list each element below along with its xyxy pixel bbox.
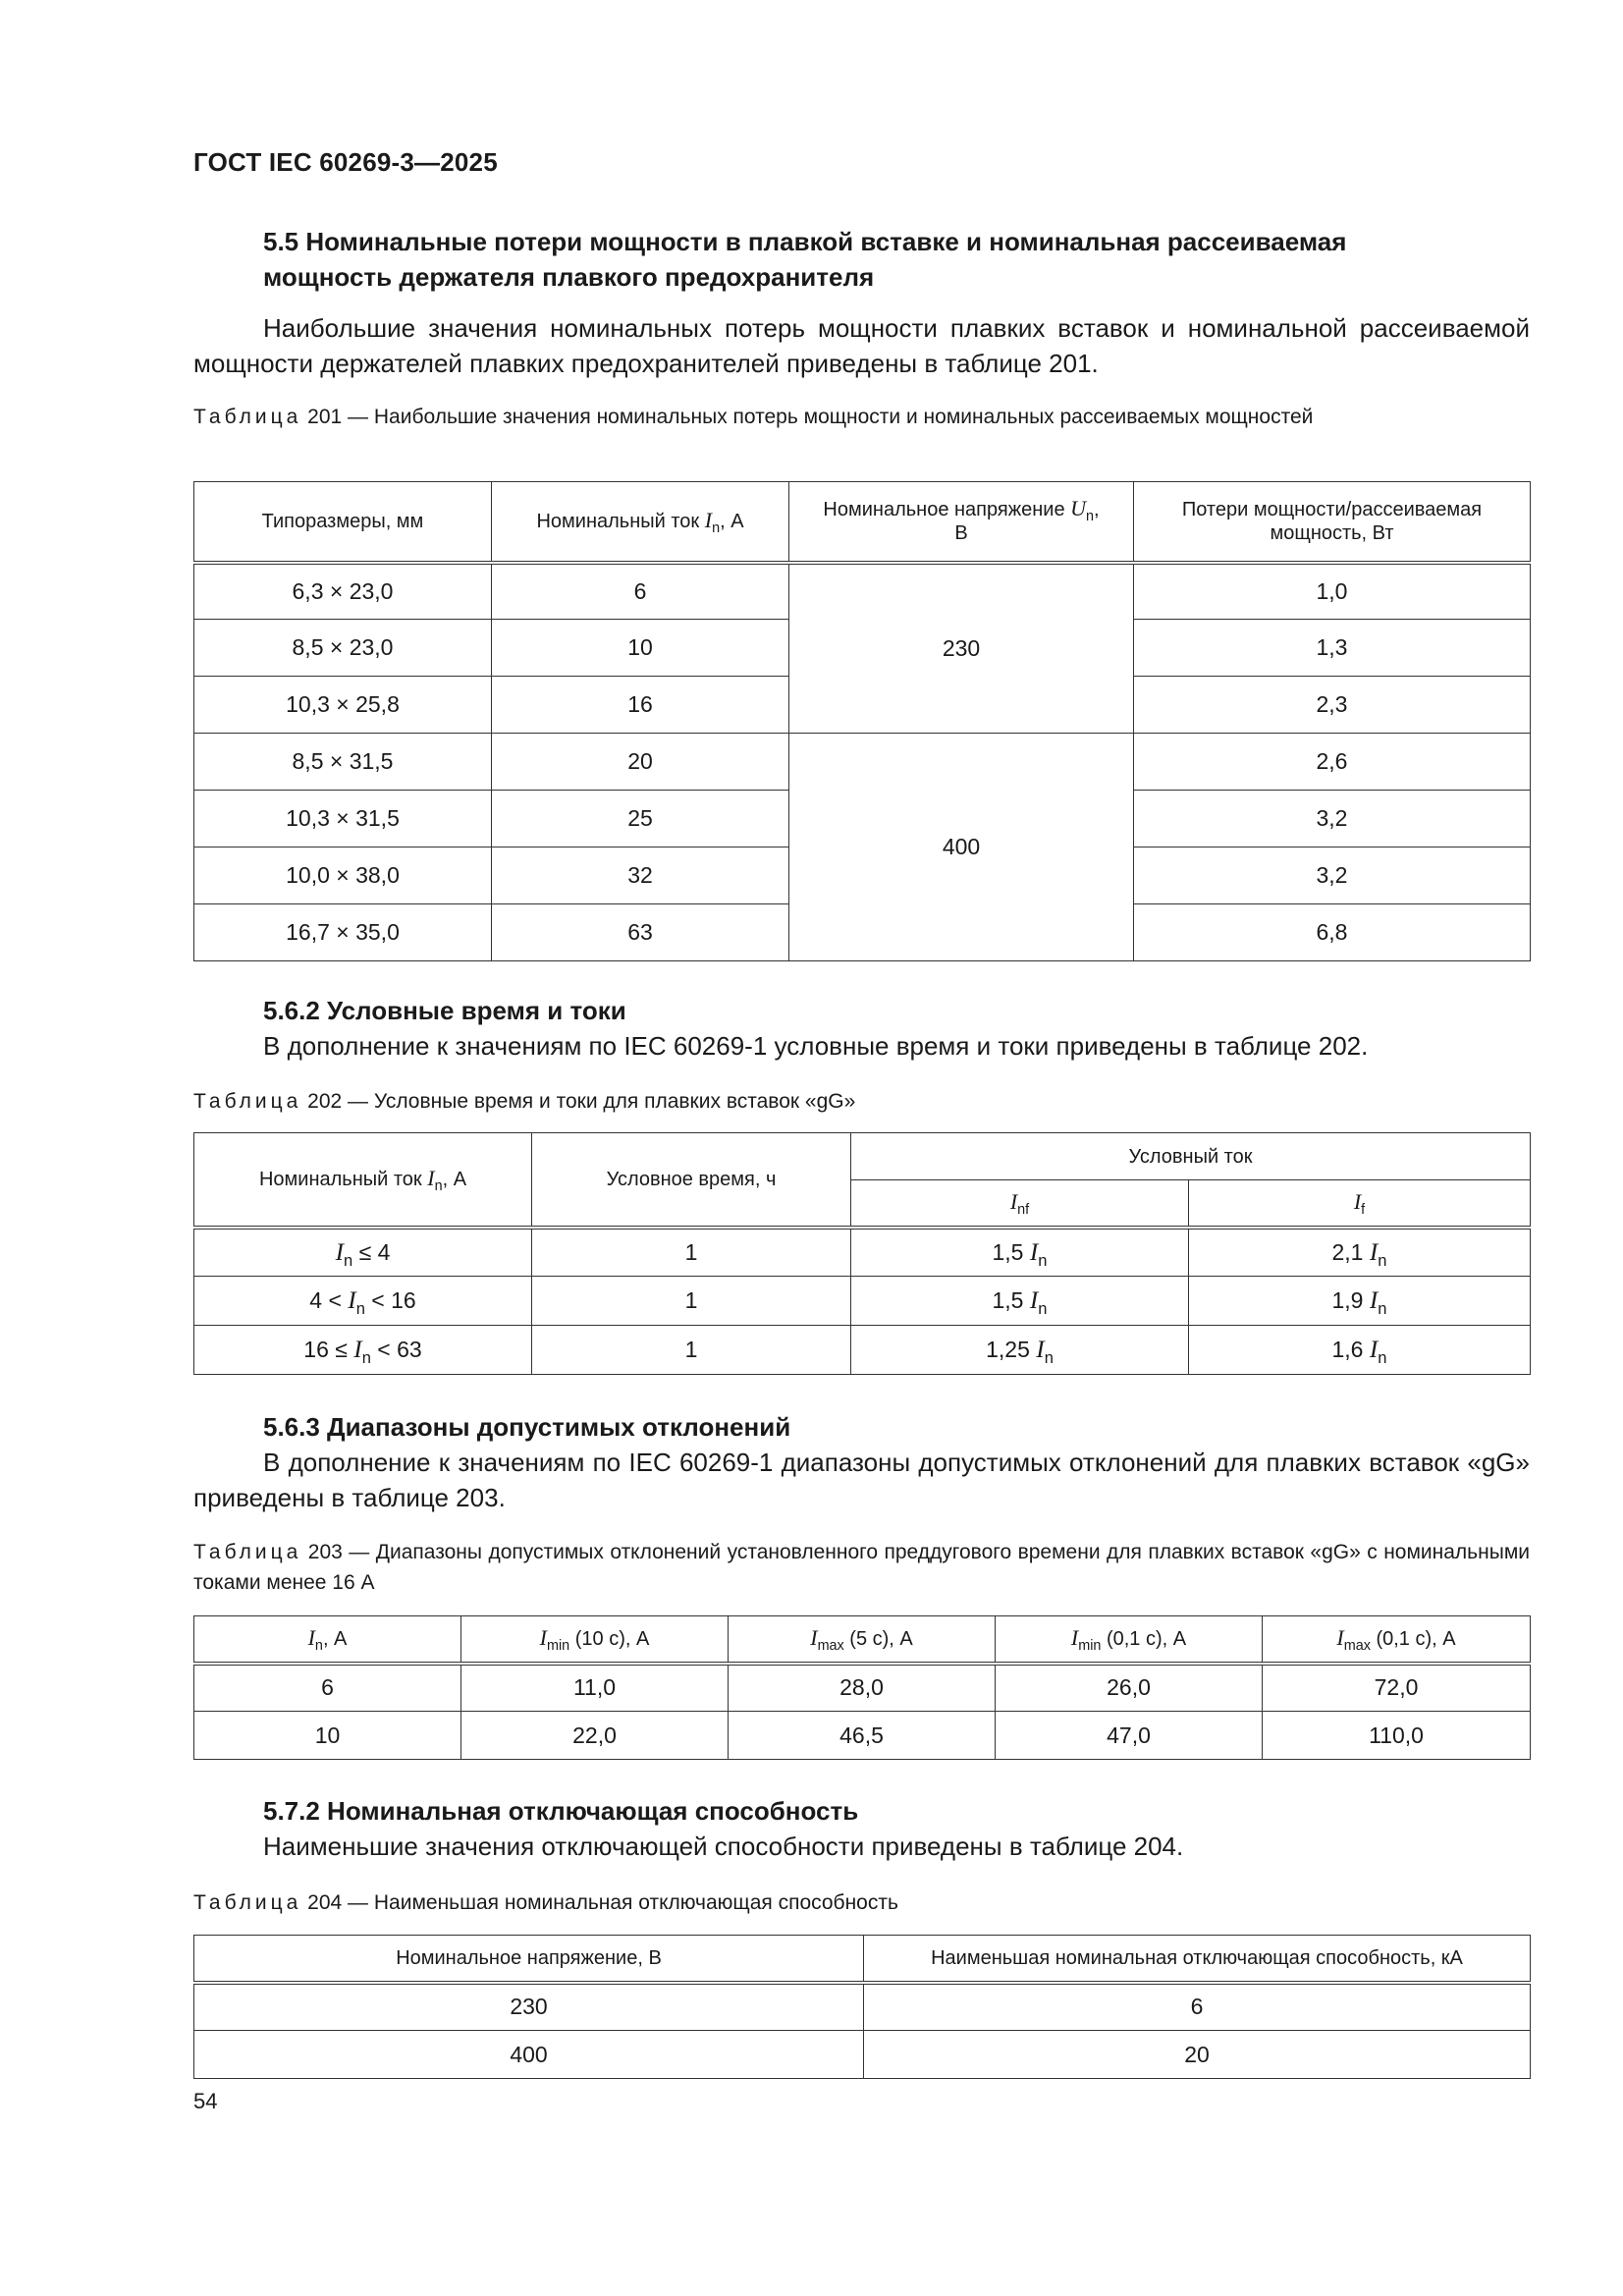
table-201-cell-size: 10,0 × 38,0 (194, 847, 492, 904)
table-201-caption-word: Таблица (193, 406, 302, 428)
table-201-caption-text: 201 — Наибольшие значения номинальных потерь мощности и номинальных рассеиваемых мощностей (301, 406, 1314, 428)
table-202-cell-current-range: $4 < I_n < 16$ (194, 1277, 532, 1326)
table-203 (193, 1615, 1531, 1760)
table-203-cell: 46,5 (729, 1712, 996, 1760)
table-row (194, 563, 1531, 620)
table-row (194, 1983, 1531, 2031)
section-5-6-3-paragraph: В дополнение к значениям по IEC 60269-1 диапазоны допустимых отклонений для плавких вставок «gG» приведены в таблице 203. (193, 1448, 1530, 1512)
table-row (194, 1228, 1531, 1277)
table-204-cell-voltage: 230 (194, 1983, 864, 2031)
table-202-header-conventional-current: Условный ток (851, 1133, 1531, 1180)
table-201-caption (193, 402, 1530, 432)
table-202-caption-text: 202 — Условные время и токи для плавких вставок «gG» (301, 1090, 856, 1113)
table-202-cell-if: 2,1 $I_n$ (1189, 1228, 1531, 1277)
table-201-header-current: Номинальный ток $I_n$, А (492, 482, 789, 563)
table-203-cell: 110,0 (1263, 1712, 1531, 1760)
table-204-cell-capacity: 20 (864, 2031, 1531, 2079)
table-203-header-row (194, 1616, 1531, 1664)
section-5-6-2-title: 5.6.2 Условные время и токи (263, 996, 626, 1025)
table-201-cell-loss: 3,2 (1134, 847, 1531, 904)
table-201-cell-loss: 2,6 (1134, 734, 1531, 791)
table-202-caption-word: Таблица (193, 1090, 302, 1113)
table-201-cell-size: 8,5 × 23,0 (194, 620, 492, 677)
table-201-cell-current: 10 (492, 620, 789, 677)
table-202-cell-time: 1 (532, 1326, 851, 1375)
table-203-cell: 26,0 (996, 1664, 1263, 1712)
table-201-cell-loss: 1,0 (1134, 563, 1531, 620)
table-202-header-if: $I_f$ (1189, 1180, 1531, 1228)
table-202-caption (193, 1086, 1530, 1117)
table-202-cell-time: 1 (532, 1228, 851, 1277)
table-201-cell-current: 25 (492, 791, 789, 847)
table-201-header-power-loss: Потери мощности/рассеиваемая мощность, Вт (1134, 482, 1531, 563)
table-201-cell-current: 20 (492, 734, 789, 791)
section-5-7-2-title: 5.7.2 Номинальная отключающая способность (263, 1796, 859, 1826)
table-202-header-inf: $I_{nf}$ (851, 1180, 1189, 1228)
table-201-cell-voltage-group: 230 (789, 563, 1134, 734)
table-201-cell-current: 6 (492, 563, 789, 620)
table-204-header-breaking-capacity: Наименьшая номинальная отключающая способность, кА (864, 1936, 1531, 1983)
table-201-cell-loss: 6,8 (1134, 904, 1531, 961)
table-201-cell-loss: 1,3 (1134, 620, 1531, 677)
table-204 (193, 1935, 1531, 2079)
table-203-cell: 22,0 (461, 1712, 729, 1760)
section-5-5-title (263, 224, 1530, 295)
table-201-cell-size: 6,3 × 23,0 (194, 563, 492, 620)
table-203-header-in: $I_n$, А (194, 1616, 461, 1664)
table-202-cell-current-range: $I_n \le 4$ (194, 1228, 532, 1277)
table-202 (193, 1132, 1531, 1375)
table-203-header-imin-01s: $I_{min}$ (0,1 с), А (996, 1616, 1263, 1664)
page-number: 54 (193, 2089, 218, 2113)
table-203-header-imax-01s: $I_{max}$ (0,1 с), А (1263, 1616, 1531, 1664)
table-201-cell-current: 63 (492, 904, 789, 961)
section-5-5-paragraph: Наибольшие значения номинальных потерь мощности плавких вставок и номинальной рассеиваемой мощности держателей плавких предохранителей приведены в таблице 201. (193, 313, 1530, 378)
table-204-header-voltage: Номинальное напряжение, В (194, 1936, 864, 1983)
table-203-header-imax-5s: $I_{max}$ (5 с), А (729, 1616, 996, 1664)
section-5-6-2-paragraph: В дополнение к значениям по IEC 60269-1 условные время и токи приведены в таблице 202. (263, 1031, 1369, 1061)
table-row (194, 734, 1531, 791)
table-201-cell-size: 8,5 × 31,5 (194, 734, 492, 791)
table-202-header-time: Условное время, ч (532, 1133, 851, 1228)
table-203-cell: 72,0 (1263, 1664, 1531, 1712)
table-201-header-voltage: Номинальное напряжение $U_n$, В (789, 482, 1134, 563)
table-201-cell-size: 10,3 × 25,8 (194, 677, 492, 734)
table-201-cell-size: 10,3 × 31,5 (194, 791, 492, 847)
table-201-cell-current: 32 (492, 847, 789, 904)
table-201-cell-current: 16 (492, 677, 789, 734)
table-203-cell: 10 (194, 1712, 461, 1760)
table-201-header-row (194, 482, 1531, 563)
table-203-cell: 47,0 (996, 1712, 1263, 1760)
table-row (194, 1326, 1531, 1375)
section-5-5-title-line1: 5.5 Номинальные потери мощности в плавкой вставке и номинальная рассеиваемая (263, 227, 1347, 256)
table-203-caption-text: 203 — Диапазоны допустимых отклонений установленного преддугового времени для плавких вставок «gG» с номинальными токами менее 16 А (193, 1541, 1530, 1594)
table-201-cell-voltage-group: 400 (789, 734, 1134, 961)
document-code-header: ГОСТ IEC 60269-3—2025 (193, 147, 498, 177)
table-204-cell-voltage: 400 (194, 2031, 864, 2079)
table-202-cell-current-range: $16 \le I_n < 63$ (194, 1326, 532, 1375)
table-202-header-current: Номинальный ток $I_n$, А (194, 1133, 532, 1228)
table-202-cell-inf: 1,25 $I_n$ (851, 1326, 1189, 1375)
section-5-7-2-paragraph: Наименьшие значения отключающей способности приведены в таблице 204. (263, 1831, 1184, 1861)
table-204-caption-text: 204 — Наименьшая номинальная отключающая способность (301, 1891, 898, 1914)
table-201 (193, 481, 1531, 961)
table-201-header-size: Типоразмеры, мм (194, 482, 492, 563)
table-201-cell-loss: 2,3 (1134, 677, 1531, 734)
table-204-caption (193, 1887, 1530, 1918)
table-201-cell-size: 16,7 × 35,0 (194, 904, 492, 961)
table-row (194, 1277, 1531, 1326)
table-row (194, 2031, 1531, 2079)
table-203-cell: 6 (194, 1664, 461, 1712)
section-5-6-3-title: 5.6.3 Диапазоны допустимых отклонений (263, 1412, 791, 1442)
table-203-header-imin-10s: $I_{min}$ (10 с), А (461, 1616, 729, 1664)
table-201-cell-loss: 3,2 (1134, 791, 1531, 847)
table-203-caption-word: Таблица (193, 1541, 302, 1563)
table-row (194, 1712, 1531, 1760)
table-203-caption (193, 1537, 1530, 1598)
table-204-caption-word: Таблица (193, 1891, 302, 1914)
table-202-cell-if: 1,9 $I_n$ (1189, 1277, 1531, 1326)
table-203-cell: 11,0 (461, 1664, 729, 1712)
table-202-cell-inf: 1,5 $I_n$ (851, 1228, 1189, 1277)
table-204-cell-capacity: 6 (864, 1983, 1531, 2031)
table-202-header-row-1 (194, 1133, 1531, 1180)
table-202-cell-time: 1 (532, 1277, 851, 1326)
table-203-cell: 28,0 (729, 1664, 996, 1712)
section-5-5-title-line2: мощность держателя плавкого предохранителя (263, 262, 875, 292)
table-204-header-row (194, 1936, 1531, 1983)
table-202-cell-if: 1,6 $I_n$ (1189, 1326, 1531, 1375)
table-row (194, 1664, 1531, 1712)
table-202-cell-inf: 1,5 $I_n$ (851, 1277, 1189, 1326)
